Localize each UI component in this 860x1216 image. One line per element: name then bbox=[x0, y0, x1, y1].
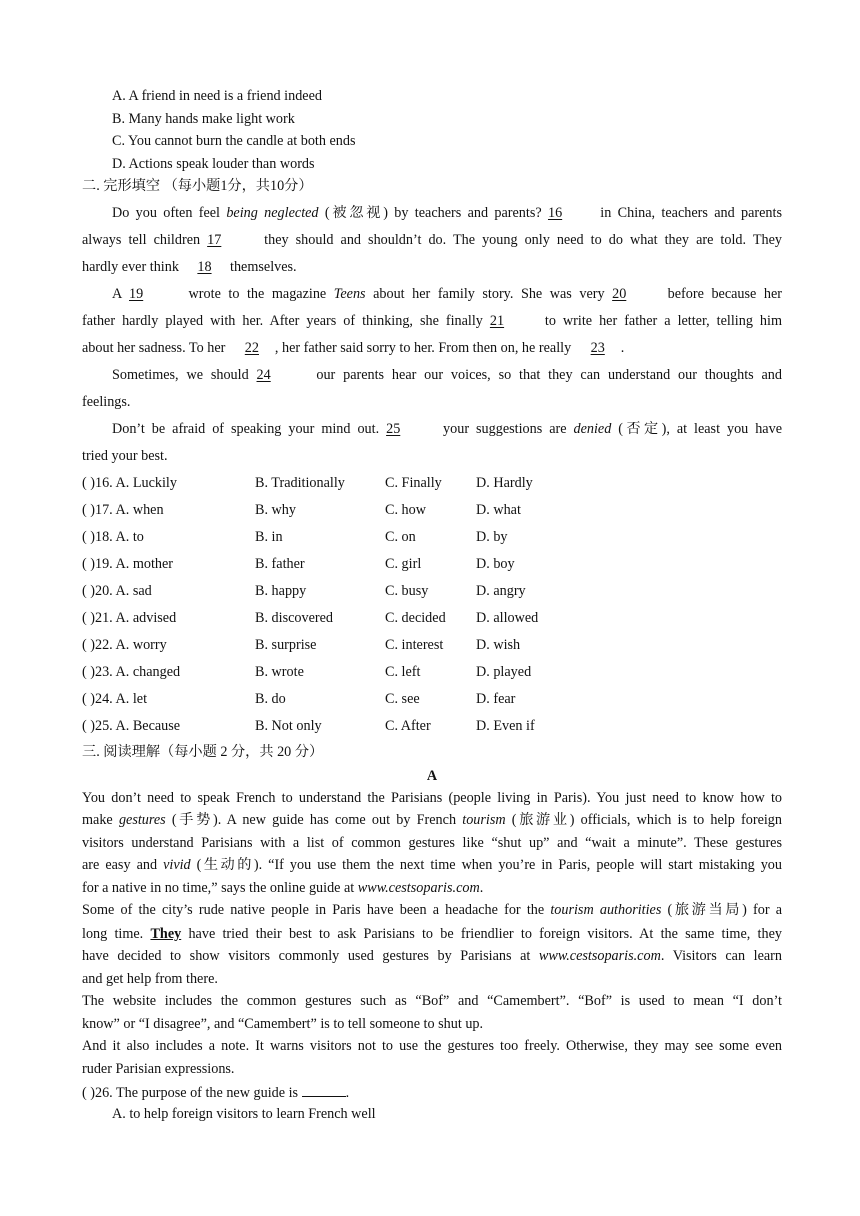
blank-20: 20 bbox=[612, 286, 627, 302]
blank-16: 16 bbox=[547, 205, 563, 221]
prev-option-d: D. Actions speak louder than words bbox=[112, 156, 315, 172]
blank-17: 17 bbox=[207, 232, 222, 248]
cloze-line-3: hardly ever think 18 themselves. bbox=[82, 259, 297, 275]
prev-option-c: C. You cannot burn the candle at both ends bbox=[112, 133, 356, 149]
option-row-17: ( )17. A. when B. why C. how D. what bbox=[82, 502, 521, 518]
reading-line-6: Some of the city’s rude native people in Paris have been a headache for the tourism authorities (旅游当局) for a bbox=[82, 902, 783, 918]
reading-line-9: and get help from there. bbox=[82, 971, 218, 987]
blank-21: 21 bbox=[489, 313, 505, 329]
cloze-line-10: tried your best. bbox=[82, 448, 168, 464]
blank-22: 22 bbox=[244, 340, 259, 356]
question-26-option-a: A. to help foreign visitors to learn French well bbox=[112, 1106, 376, 1122]
option-row-23: ( )23. A. changed B. wrote C. left D. played bbox=[82, 664, 532, 680]
cloze-line-9: Don’t be afraid of speaking your mind out. 25 your suggestions are denied (否定), at least you have bbox=[112, 421, 782, 437]
cloze-line-5: father hardly played with her. After years of thinking, she finally 21 to write her father a letter, telling him bbox=[82, 313, 783, 329]
option-row-16: ( )16. A. Luckily B. Traditionally C. Finally D. Hardly bbox=[82, 475, 533, 491]
question-26: ( )26. The purpose of the new guide is . bbox=[82, 1082, 782, 1103]
blank-19: 19 bbox=[129, 286, 144, 302]
option-row-24: ( )24. A. let B. do C. see D. fear bbox=[82, 691, 516, 707]
prev-option-b: B. Many hands make light work bbox=[112, 111, 295, 127]
option-row-18: ( )18. A. to B. in C. on D. by bbox=[82, 529, 508, 545]
reading-line-5: for a native in no time,” says the online guide at www.cestsoparis.com. bbox=[82, 880, 484, 896]
reading-line-8: have decided to show visitors commonly used gestures by Parisians at www.cestsoparis.com. Visitors can learn bbox=[82, 948, 782, 964]
reading-line-11: know” or “I disagree”, and “Camembert” is to tell someone to shut up. bbox=[82, 1016, 484, 1032]
blank-18: 18 bbox=[197, 259, 212, 275]
cloze-line-6: about her sadness. To her 22 , her father said sorry to her. From then on, he really 23 . bbox=[82, 340, 625, 356]
option-row-21: ( )21. A. advised B. discovered C. decided D. allowed bbox=[82, 610, 539, 626]
underlined-they: They bbox=[150, 926, 182, 942]
cloze-line-2: always tell children 17 they should and shouldn’t do. The young only need to do what they are told. They bbox=[82, 232, 782, 248]
reading-line-3: visitors understand Parisians with a list of common gestures like “shut up” and “wait a minute”. These gestures bbox=[82, 835, 782, 851]
passage-label: A bbox=[426, 768, 438, 784]
reading-line-10: The website includes the common gestures such as “Bof” and “Camembert”. “Bof” is used to mean “I don’t bbox=[82, 993, 782, 1009]
reading-line-4: are easy and vivid (生动的). “If you use them the next time when you’re in Paris, people will start mistaking you bbox=[82, 857, 782, 873]
reading-line-12: And it also includes a note. It warns visitors not to use the gestures too freely. Otherwise, they may see some even bbox=[82, 1038, 782, 1054]
blank-24: 24 bbox=[256, 367, 271, 383]
cloze-line-8: feelings. bbox=[82, 394, 131, 410]
cloze-line-7: Sometimes, we should 24 our parents hear our voices, so that they can understand our thoughts and bbox=[112, 367, 782, 383]
reading-line-2: make gestures (手势). A new guide has come out by French tourism (旅游业) officials, which is to help foreign bbox=[82, 812, 782, 828]
reading-line-7: long time. They have tried their best to ask Parisians to be friendlier to foreign visitors. At the same time, they bbox=[82, 926, 782, 942]
option-row-19: ( )19. A. mother B. father C. girl D. boy bbox=[82, 556, 515, 572]
option-row-25: ( )25. A. Because B. Not only C. After D. Even if bbox=[82, 718, 535, 734]
cloze-line-4: A 19 wrote to the magazine Teens about her family story. She was very 20 before because her bbox=[112, 286, 782, 302]
answer-blank-26 bbox=[302, 1082, 346, 1097]
option-row-20: ( )20. A. sad B. happy C. busy D. angry bbox=[82, 583, 526, 599]
cloze-line-1: Do you often feel being neglected (被忽视) by teachers and parents? 16 in China, teachers and parents bbox=[112, 205, 782, 221]
reading-line-13: ruder Parisian expressions. bbox=[82, 1061, 235, 1077]
section3-heading: 三. 阅读理解（每小题 2 分，共 20 分） bbox=[82, 744, 324, 760]
blank-23: 23 bbox=[590, 340, 605, 356]
reading-line-1: You don’t need to speak French to understand the Parisians (people living in Paris). You just need to know how to bbox=[82, 790, 782, 806]
prev-option-a: A. A friend in need is a friend indeed bbox=[112, 88, 322, 104]
blank-25: 25 bbox=[386, 421, 401, 437]
section2-heading: 二. 完形填空 （每小题1分，共10分） bbox=[82, 178, 313, 194]
option-row-22: ( )22. A. worry B. surprise C. interest D. wish bbox=[82, 637, 521, 653]
